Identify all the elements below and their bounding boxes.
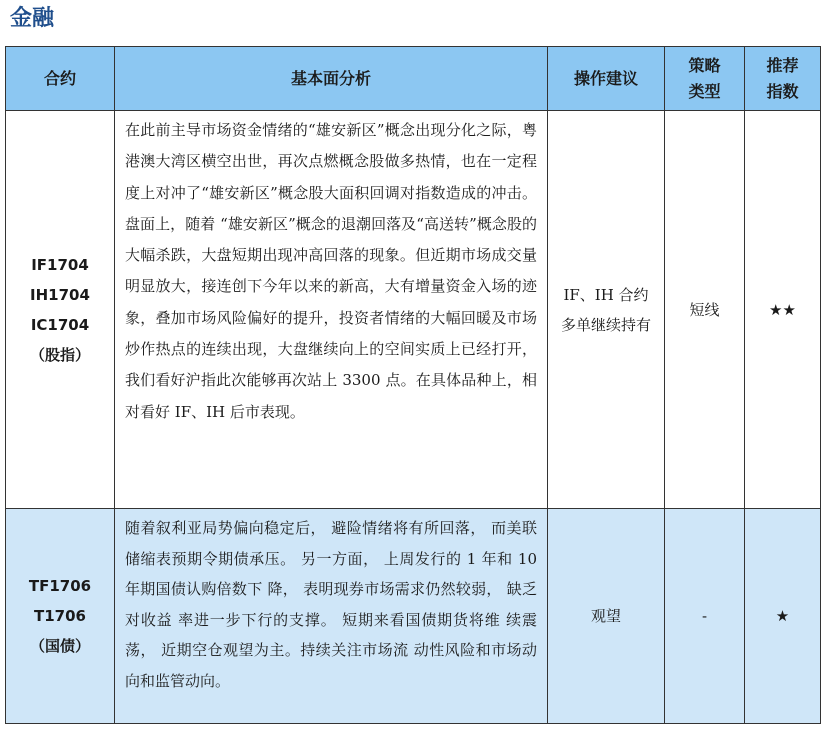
table-row bbox=[6, 509, 821, 724]
rating-stars: ★★ bbox=[745, 111, 821, 509]
contract-category: （国债） bbox=[29, 637, 90, 655]
strategy-type-cell: 短线 bbox=[665, 111, 745, 509]
header-advice: 操作建议 bbox=[548, 47, 665, 111]
header-rating-line2: 指数 bbox=[766, 81, 799, 101]
analysis-cell: 在此前主导市场资金情绪的“雄安新区”概念出现分化之际，粤港澳大湾区横空出世，再次点燃概念股做多热情，也在一定程度上对冲了“雄安新区”概念股大面积回调对指数造成的冲击。盘面上，随着 “雄安新区”概念的退潮回落及“高送转”概念股的大幅杀跌，大盘短期出现冲高回落的现象。但近期市场成交量明显放大，接连创下今年以来的新高，大有增量资金入场的迹象，叠加市场风险偏好的提升，投资者情绪的大幅回暖及市场炒作热点的连续出现，大盘继续向上的空间实质上已经打开，我们看好沪指此次能够再次站上 3300 点。在具体品种上，相对看好 IF、IH 后市表现。 bbox=[115, 111, 548, 509]
contract-code: IC1704 bbox=[30, 315, 90, 334]
contract-cell bbox=[6, 509, 115, 724]
table-row bbox=[6, 111, 821, 509]
strategy-type-cell: - bbox=[665, 509, 745, 724]
header-strategy-type bbox=[665, 47, 745, 111]
advice-cell: IF、IH 合约多单继续持有 bbox=[548, 111, 665, 509]
contract-category: （股指） bbox=[29, 345, 90, 364]
header-rating bbox=[745, 47, 821, 111]
section-title: 金融 bbox=[10, 6, 55, 31]
header-rating-line1: 推荐 bbox=[766, 55, 799, 75]
rating-stars: ★ bbox=[745, 509, 821, 724]
contract-code: IF1704 bbox=[31, 255, 89, 274]
header-analysis: 基本面分析 bbox=[115, 47, 548, 111]
header-contract: 合约 bbox=[6, 47, 115, 111]
contract-code: T1706 bbox=[34, 607, 86, 625]
header-strategy-type-line1: 策略 bbox=[688, 55, 721, 75]
advice-cell: 观望 bbox=[548, 509, 665, 724]
contract-code: IH1704 bbox=[30, 285, 90, 304]
contract-code: TF1706 bbox=[28, 577, 92, 595]
analysis-cell: 随着叙利亚局势偏向稳定后， 避险情绪将有所回落， 而美联储缩表预期令期债承压。 另一方面， 上周发行的 1 年和 10 年期国债认购倍数下 降， 表明现券市场需求仍然较弱， 缺乏对收益 率进一步下行的支撑。 短期来看国债期货将维 续震荡， 近期空仓观望为主。持续关注市场流 动性风险和市场动向和监管动向。 bbox=[115, 509, 548, 724]
table-header-row bbox=[6, 47, 821, 111]
finance-table bbox=[5, 46, 821, 724]
header-strategy-type-line2: 类型 bbox=[688, 81, 721, 101]
contract-cell bbox=[6, 111, 115, 509]
